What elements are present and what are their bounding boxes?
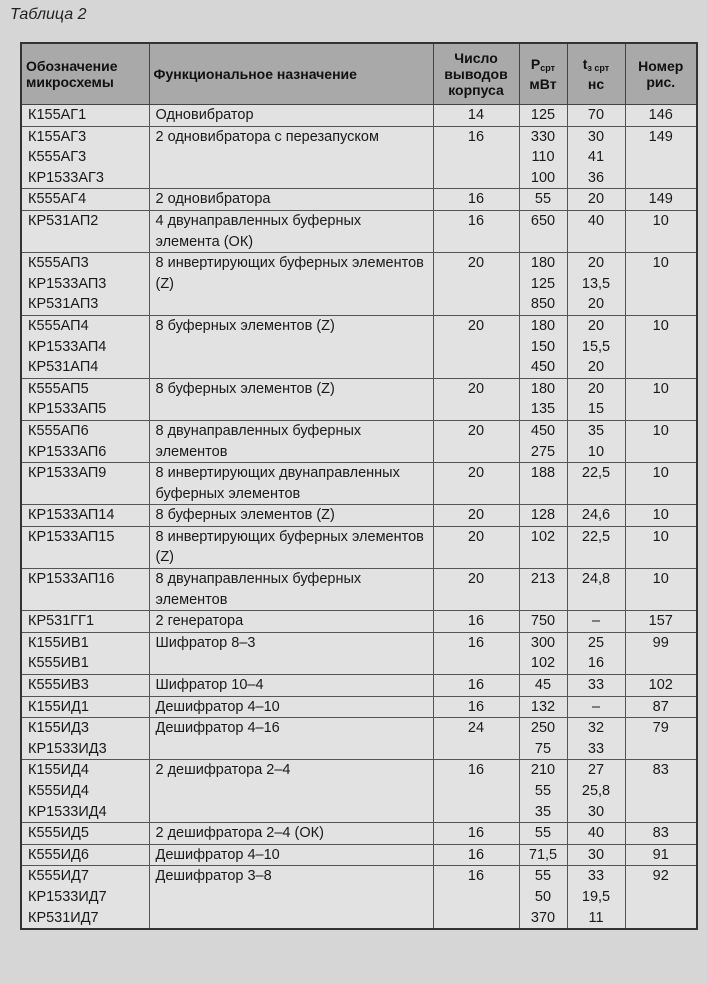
power-value [519, 569, 567, 611]
chip-designation-line: КР1533АП14 [28, 507, 115, 524]
chip-designation-line: К555АГ3 [28, 149, 87, 166]
table-row [21, 760, 697, 823]
power-value-line: 850 [530, 296, 556, 313]
delay-value-line: 27 [587, 762, 605, 779]
delay-value-line: 24,6 [581, 507, 611, 524]
chip-designation-line: КР531АП3 [28, 296, 99, 313]
power-value-line: 180 [530, 255, 556, 272]
power-value [519, 823, 567, 845]
function-description: Дешифратор 4–10 [149, 696, 433, 718]
chip-designation [21, 823, 149, 845]
figure-number: 83 [625, 760, 697, 823]
function-description: 2 одновибратора [149, 189, 433, 211]
header-delay [567, 43, 625, 105]
chip-designation-line: К155ИД3 [28, 720, 89, 737]
chip-designation [21, 378, 149, 420]
delay-value-line: 10 [587, 443, 605, 460]
chip-designation-line: К555ИВ3 [28, 677, 89, 694]
table-row [21, 105, 697, 127]
power-value-line: 71,5 [528, 846, 558, 863]
header-power-subscript: срт [540, 63, 556, 73]
power-value-line: 135 [530, 401, 556, 418]
chip-designation-line: КР1533ИД3 [28, 740, 107, 757]
power-value [519, 632, 567, 674]
chip-designation [21, 844, 149, 866]
pin-count: 16 [433, 126, 519, 189]
delay-value [567, 632, 625, 674]
power-value [519, 105, 567, 127]
power-value [519, 126, 567, 189]
function-description: 2 дешифратора 2–4 [149, 760, 433, 823]
power-value-line: 213 [530, 571, 556, 588]
figure-number: 149 [625, 126, 697, 189]
table-row [21, 718, 697, 760]
pin-count: 20 [433, 569, 519, 611]
delay-value [567, 105, 625, 127]
header-power [519, 43, 567, 105]
chip-designation-line: КР1533АГ3 [28, 169, 104, 186]
power-value [519, 463, 567, 505]
chip-designation [21, 696, 149, 718]
delay-value [567, 866, 625, 929]
chip-designation-line: КР531АП4 [28, 359, 99, 376]
power-value-line: 125 [530, 275, 556, 292]
chip-designation-line: К155АГ3 [28, 128, 87, 145]
figure-number: 87 [625, 696, 697, 718]
power-value-line: 100 [530, 169, 556, 186]
power-value-line: 132 [530, 698, 556, 715]
delay-value-line: 30 [587, 803, 605, 820]
header-pins: Число выводов корпуса [433, 43, 519, 105]
table-row [21, 611, 697, 633]
figure-number: 10 [625, 569, 697, 611]
table-row [21, 569, 697, 611]
power-value [519, 866, 567, 929]
chip-designation-line: К555ИД5 [28, 825, 89, 842]
header-power-unit: мВт [529, 76, 557, 92]
power-value-line: 300 [530, 634, 556, 651]
delay-value-line: 35 [587, 422, 605, 439]
power-value-line: 450 [530, 422, 556, 439]
pin-count: 16 [433, 675, 519, 697]
delay-value-line: 13,5 [581, 275, 611, 292]
figure-number: 10 [625, 463, 697, 505]
chip-designation-line: К555АП4 [28, 317, 89, 334]
power-value-line: 450 [530, 359, 556, 376]
delay-value-line: 41 [587, 149, 605, 166]
figure-number: 10 [625, 505, 697, 527]
figure-number: 91 [625, 844, 697, 866]
figure-number: 10 [625, 378, 697, 420]
delay-value [567, 189, 625, 211]
figure-number: 10 [625, 315, 697, 378]
table-container [20, 42, 696, 930]
power-value [519, 505, 567, 527]
chips-table [20, 42, 698, 930]
figure-number: 10 [625, 420, 697, 462]
power-value-line: 150 [530, 338, 556, 355]
delay-value-line: 20 [587, 317, 605, 334]
figure-number: 157 [625, 611, 697, 633]
chip-designation-line: К555АП3 [28, 255, 89, 272]
function-description: 4 двунаправленных буферных элемента (ОК) [149, 210, 433, 252]
header-designation: Обозначение микросхемы [21, 43, 149, 105]
chip-designation [21, 189, 149, 211]
function-description: Шифратор 8–3 [149, 632, 433, 674]
chip-designation-line: К555ИД6 [28, 846, 89, 863]
delay-value-line: 22,5 [581, 528, 611, 545]
delay-value [567, 126, 625, 189]
chip-designation-line: К555ИД7 [28, 868, 89, 885]
delay-value-line: 33 [587, 677, 605, 694]
table-row [21, 126, 697, 189]
delay-value [567, 696, 625, 718]
function-description: Шифратор 10–4 [149, 675, 433, 697]
chip-designation [21, 126, 149, 189]
function-description: 8 инвертирующих двунаправленных буферных элементов [149, 463, 433, 505]
power-value-line: 650 [530, 212, 556, 229]
delay-value-line: 33 [587, 740, 605, 757]
power-value-line: 75 [534, 740, 552, 757]
function-description: Одновибратор [149, 105, 433, 127]
chip-designation-line: К155ИД1 [28, 698, 89, 715]
delay-value-line: 25 [587, 634, 605, 651]
power-value [519, 315, 567, 378]
chip-designation-line: К555ИД4 [28, 783, 89, 799]
power-value [519, 378, 567, 420]
delay-value [567, 463, 625, 505]
power-value-line: 750 [530, 613, 556, 630]
pin-count: 24 [433, 718, 519, 760]
chip-designation [21, 866, 149, 929]
power-value [519, 253, 567, 316]
function-description: 2 дешифратора 2–4 (ОК) [149, 823, 433, 845]
delay-value [567, 210, 625, 252]
table-row [21, 378, 697, 420]
chip-designation-line: КР1533АП15 [28, 528, 115, 545]
pin-count: 20 [433, 315, 519, 378]
figure-number: 10 [625, 526, 697, 568]
chip-designation-line: КР531АП2 [28, 212, 99, 229]
function-description: 8 буферных элементов (Z) [149, 378, 433, 420]
chip-designation-line: КР531ИД7 [28, 909, 99, 926]
delay-value-line: 20 [587, 255, 605, 272]
table-row [21, 463, 697, 505]
table-row [21, 823, 697, 845]
delay-value-line: 22,5 [581, 465, 611, 482]
function-description: 8 двунаправленных буферных элементов [149, 420, 433, 462]
pin-count: 14 [433, 105, 519, 127]
power-value-line: 55 [534, 868, 552, 885]
chip-designation-line: КР531ГГ1 [28, 613, 95, 630]
chip-designation-line: К555АП5 [28, 380, 89, 397]
chip-designation-line: КР1533АП5 [28, 401, 107, 418]
delay-value-line: 25,8 [581, 783, 611, 799]
power-value-line: 35 [534, 803, 552, 820]
pin-count: 16 [433, 632, 519, 674]
chip-designation-line: К555АП6 [28, 422, 89, 439]
delay-value [567, 611, 625, 633]
chip-designation [21, 611, 149, 633]
delay-value-line: 40 [587, 825, 605, 842]
table-row [21, 210, 697, 252]
delay-value [567, 823, 625, 845]
power-value [519, 675, 567, 697]
figure-number: 10 [625, 210, 697, 252]
chip-designation-line: КР1533АП3 [28, 275, 107, 292]
delay-value-line: 24,8 [581, 571, 611, 588]
chip-designation [21, 569, 149, 611]
delay-value-line: – [591, 698, 601, 715]
table-row [21, 675, 697, 697]
header-delay-unit: нс [587, 76, 605, 92]
figure-number: 79 [625, 718, 697, 760]
delay-value [567, 569, 625, 611]
power-value [519, 718, 567, 760]
figure-number: 102 [625, 675, 697, 697]
delay-value-line: 19,5 [581, 888, 611, 905]
header-function: Функциональное назначение [149, 43, 433, 105]
chip-designation-line: КР1533ИД7 [28, 888, 107, 905]
delay-value [567, 760, 625, 823]
pin-count: 20 [433, 505, 519, 527]
delay-value [567, 844, 625, 866]
power-value [519, 696, 567, 718]
function-description: 8 инвертирующих буферных элементов (Z) [149, 526, 433, 568]
chip-designation [21, 463, 149, 505]
table-row [21, 505, 697, 527]
function-description: Дешифратор 4–16 [149, 718, 433, 760]
power-value [519, 420, 567, 462]
chip-designation [21, 505, 149, 527]
delay-value [567, 675, 625, 697]
chip-designation [21, 526, 149, 568]
power-value-line: 250 [530, 720, 556, 737]
header-delay-symbol: t [582, 56, 588, 72]
power-value [519, 189, 567, 211]
chip-designation-line: КР1533ИД4 [28, 803, 107, 820]
pin-count: 20 [433, 463, 519, 505]
figure-number: 83 [625, 823, 697, 845]
delay-value [567, 378, 625, 420]
table-caption: Таблица 2 [10, 6, 87, 23]
chip-designation-line: К555ИВ1 [28, 655, 89, 672]
power-value-line: 210 [530, 762, 556, 779]
table-row [21, 253, 697, 316]
power-value-line: 55 [534, 825, 552, 842]
table-row [21, 632, 697, 674]
power-value-line: 180 [530, 380, 556, 397]
power-value-line: 370 [530, 909, 556, 926]
power-value-line: 275 [530, 443, 556, 460]
delay-value-line: 20 [587, 191, 605, 208]
figure-number: 99 [625, 632, 697, 674]
pin-count: 20 [433, 378, 519, 420]
chip-designation-line: К155АГ1 [28, 107, 87, 123]
delay-value-line: 40 [587, 212, 605, 229]
chip-designation [21, 105, 149, 127]
pin-count: 20 [433, 526, 519, 568]
header-delay-subscript: з срт [587, 63, 610, 73]
power-value [519, 526, 567, 568]
delay-value-line: 20 [587, 380, 605, 397]
chip-designation [21, 210, 149, 252]
delay-value [567, 526, 625, 568]
chip-designation [21, 315, 149, 378]
chip-designation [21, 675, 149, 697]
power-value-line: 188 [530, 465, 556, 482]
delay-value-line: 30 [587, 128, 605, 145]
pin-count: 16 [433, 823, 519, 845]
pin-count: 16 [433, 611, 519, 633]
power-value [519, 611, 567, 633]
table-row [21, 315, 697, 378]
chip-designation-line: К155ИД4 [28, 762, 89, 779]
table-row [21, 189, 697, 211]
pin-count: 16 [433, 866, 519, 929]
chip-designation-line: КР1533АП9 [28, 465, 107, 482]
delay-value [567, 420, 625, 462]
table-row [21, 526, 697, 568]
pin-count: 20 [433, 420, 519, 462]
power-value [519, 844, 567, 866]
chip-designation-line: К155ИВ1 [28, 634, 89, 651]
table-row [21, 420, 697, 462]
delay-value-line: – [591, 613, 601, 630]
function-description: 8 буферных элементов (Z) [149, 315, 433, 378]
power-value-line: 180 [530, 317, 556, 334]
figure-number: 10 [625, 253, 697, 316]
power-value-line: 330 [530, 128, 556, 145]
table-header-row [21, 43, 697, 105]
header-power-symbol: P [530, 56, 541, 72]
delay-value-line: 32 [587, 720, 605, 737]
pin-count: 16 [433, 189, 519, 211]
function-description: Дешифратор 3–8 [149, 866, 433, 929]
delay-value-line: 11 [588, 909, 604, 926]
power-value-line: 102 [530, 655, 556, 672]
pin-count: 16 [433, 696, 519, 718]
chip-designation [21, 718, 149, 760]
function-description: 8 двунаправленных буферных элементов [149, 569, 433, 611]
delay-value [567, 718, 625, 760]
power-value-line: 110 [531, 149, 555, 166]
header-figure: Номер рис. [625, 43, 697, 105]
power-value-line: 50 [534, 888, 552, 905]
delay-value [567, 315, 625, 378]
function-description: Дешифратор 4–10 [149, 844, 433, 866]
function-description: 8 буферных элементов (Z) [149, 505, 433, 527]
pin-count: 20 [433, 253, 519, 316]
chip-designation-line: КР1533АП4 [28, 338, 107, 355]
power-value [519, 210, 567, 252]
delay-value-line: 36 [587, 169, 605, 186]
delay-value-line: 70 [587, 107, 605, 123]
power-value-line: 45 [534, 677, 552, 694]
delay-value-line: 16 [587, 655, 605, 672]
chip-designation-line: КР1533АП16 [28, 571, 115, 588]
power-value-line: 128 [530, 507, 556, 524]
delay-value-line: 33 [587, 868, 605, 885]
function-description: 8 инвертирующих буферных элементов (Z) [149, 253, 433, 316]
pin-count: 16 [433, 844, 519, 866]
chip-designation-line: КР1533АП6 [28, 443, 107, 460]
delay-value-line: 20 [587, 359, 605, 376]
table-row [21, 866, 697, 929]
delay-value-line: 30 [587, 846, 605, 863]
delay-value-line: 20 [587, 296, 605, 313]
table-row [21, 696, 697, 718]
chip-designation [21, 760, 149, 823]
chip-designation [21, 632, 149, 674]
delay-value [567, 253, 625, 316]
power-value-line: 55 [534, 191, 552, 208]
pin-count: 16 [433, 760, 519, 823]
delay-value-line: 15 [587, 401, 605, 418]
delay-value [567, 505, 625, 527]
table-row [21, 844, 697, 866]
figure-number: 92 [625, 866, 697, 929]
chip-designation-line: К555АГ4 [28, 191, 87, 208]
delay-value-line: 15,5 [581, 338, 611, 355]
figure-number: 146 [625, 105, 697, 127]
figure-number: 149 [625, 189, 697, 211]
pin-count: 16 [433, 210, 519, 252]
function-description: 2 одновибратора с перезапуском [149, 126, 433, 189]
function-description: 2 генератора [149, 611, 433, 633]
chip-designation [21, 253, 149, 316]
power-value-line: 55 [534, 783, 552, 799]
power-value-line: 102 [530, 528, 556, 545]
chip-designation [21, 420, 149, 462]
power-value-line: 125 [530, 107, 556, 123]
power-value [519, 760, 567, 823]
table-body [21, 105, 697, 930]
